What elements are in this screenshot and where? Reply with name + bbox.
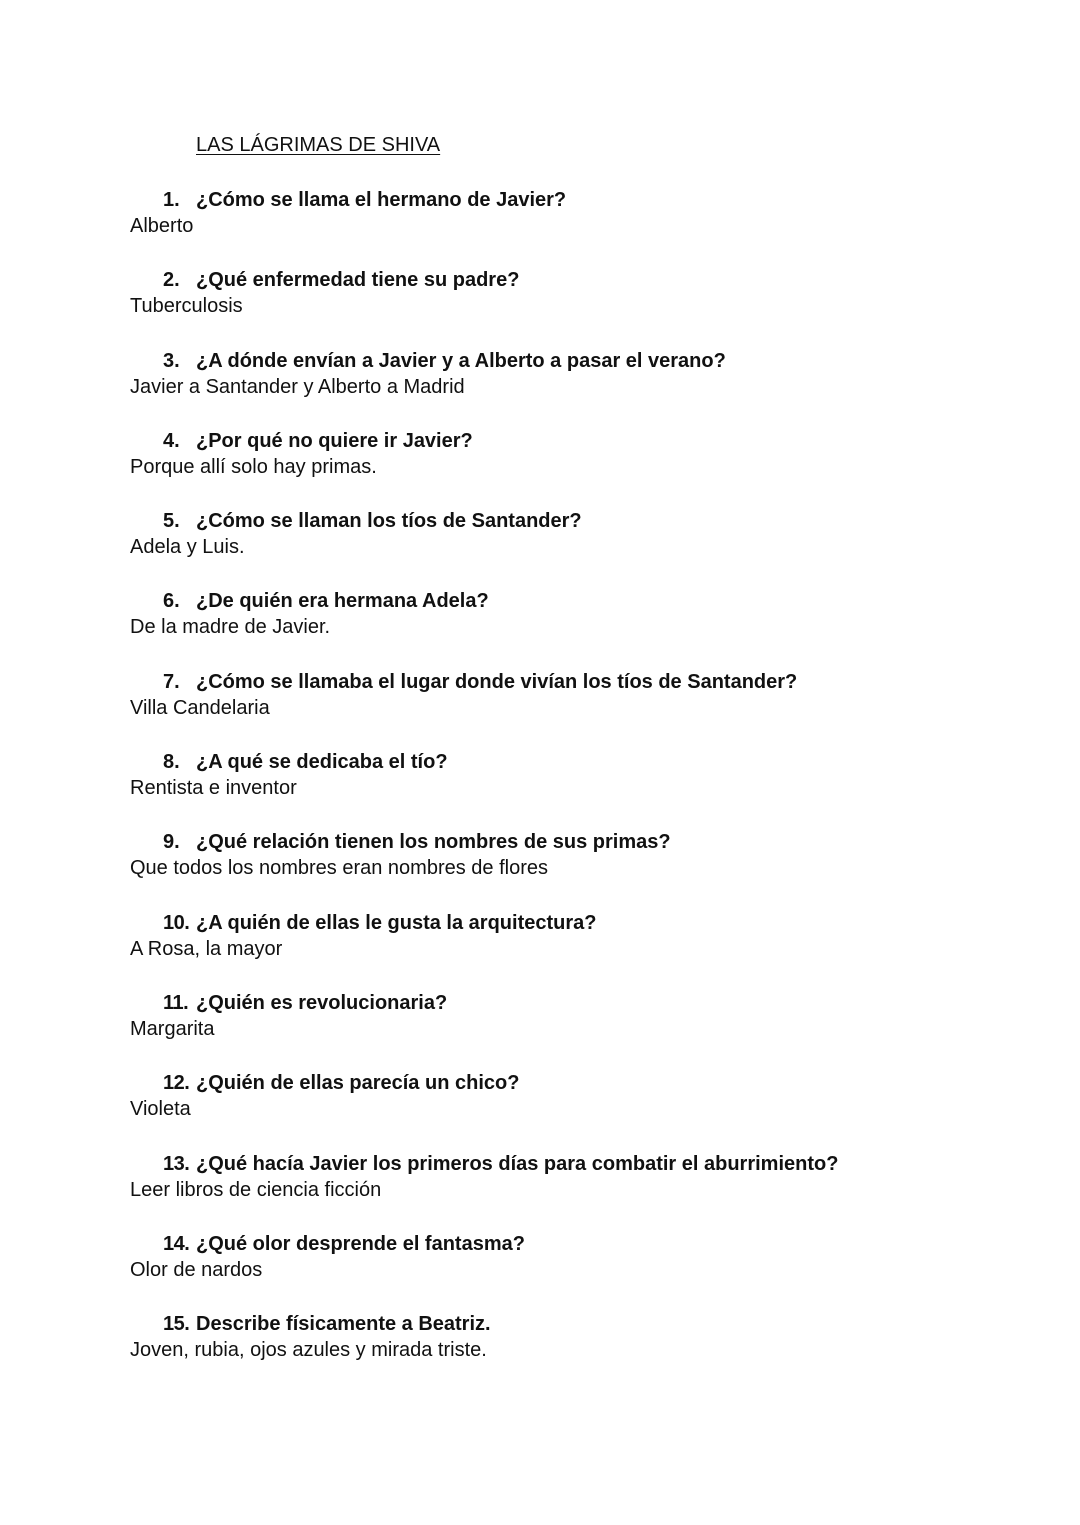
qa-item bbox=[0, 186, 1080, 266]
answer: Adela y Luis. bbox=[130, 536, 245, 559]
qa-item bbox=[0, 909, 1080, 989]
question-number: 13. bbox=[163, 1152, 190, 1175]
qa-item bbox=[0, 427, 1080, 507]
qa-item bbox=[0, 266, 1080, 346]
answer: Violeta bbox=[130, 1098, 191, 1121]
qa-item bbox=[0, 1310, 1080, 1390]
question-number: 7. bbox=[163, 670, 180, 693]
answer: Alberto bbox=[130, 215, 194, 237]
question-number: 14. bbox=[163, 1232, 190, 1255]
question-number: 9. bbox=[163, 831, 180, 854]
question-number: 12. bbox=[163, 1072, 190, 1095]
answer: Que todos los nombres eran nombres de flores bbox=[130, 857, 548, 880]
question-text: ¿Qué enfermedad tiene su padre? bbox=[196, 269, 520, 292]
question-number: 8. bbox=[163, 751, 180, 774]
qa-item bbox=[0, 668, 1080, 748]
answer: De la madre de Javier. bbox=[130, 616, 331, 639]
question bbox=[163, 989, 447, 1017]
question bbox=[163, 347, 726, 375]
question-text: ¿Qué olor desprende el fantasma? bbox=[196, 1232, 525, 1255]
answer: Olor de nardos bbox=[130, 1258, 263, 1281]
question-text: ¿Por qué no quiere ir Javier? bbox=[196, 429, 473, 452]
question-number: 6. bbox=[163, 590, 180, 613]
qa-item bbox=[0, 1230, 1080, 1310]
qa-item bbox=[0, 828, 1080, 908]
qa-item bbox=[0, 507, 1080, 587]
question-text: ¿Qué relación tienen los nombres de sus primas? bbox=[196, 831, 671, 854]
question bbox=[163, 186, 566, 214]
question-text: Describe físicamente a Beatriz. bbox=[196, 1313, 491, 1336]
answer: A Rosa, la mayor bbox=[130, 937, 283, 960]
question-number: 4. bbox=[163, 429, 180, 452]
question-number: 15. bbox=[163, 1313, 190, 1336]
answer: Tuberculosis bbox=[130, 295, 243, 318]
qa-item bbox=[0, 989, 1080, 1069]
question-text: ¿A qué se dedicaba el tío? bbox=[196, 751, 448, 774]
question-number: 1. bbox=[163, 189, 180, 211]
question-text: ¿Cómo se llamaba el lugar donde vivían los tíos de Santander? bbox=[196, 670, 798, 693]
answer: Rentista e inventor bbox=[130, 777, 297, 800]
question bbox=[163, 909, 596, 937]
question bbox=[163, 1310, 491, 1338]
qa-item bbox=[0, 1069, 1080, 1149]
qa-item bbox=[0, 748, 1080, 828]
qa-item bbox=[0, 1150, 1080, 1230]
answer: Joven, rubia, ojos azules y mirada triste. bbox=[130, 1339, 487, 1362]
question bbox=[163, 1150, 838, 1178]
question bbox=[163, 427, 473, 455]
qa-item bbox=[0, 587, 1080, 667]
question bbox=[163, 748, 448, 776]
question-answer-list bbox=[0, 186, 1080, 1390]
question bbox=[163, 266, 519, 294]
answer: Margarita bbox=[130, 1017, 215, 1040]
question bbox=[163, 668, 797, 696]
answer: Leer libros de ciencia ficción bbox=[130, 1178, 382, 1201]
question-number: 11. bbox=[163, 991, 189, 1014]
question bbox=[163, 507, 582, 535]
question-text: ¿Quién de ellas parecía un chico? bbox=[196, 1072, 520, 1095]
answer: Porque allí solo hay primas. bbox=[130, 455, 377, 478]
question-text: ¿Cómo se llama el hermano de Javier? bbox=[196, 189, 567, 211]
question-text: ¿A dónde envían a Javier y a Alberto a pasar el verano? bbox=[196, 349, 726, 372]
question-text: ¿De quién era hermana Adela? bbox=[196, 590, 489, 613]
qa-item bbox=[0, 347, 1080, 427]
question bbox=[163, 828, 671, 856]
answer: Javier a Santander y Alberto a Madrid bbox=[130, 375, 465, 398]
question-text: ¿A quién de ellas le gusta la arquitectura? bbox=[196, 911, 597, 934]
question-text: ¿Qué hacía Javier los primeros días para combatir el aburrimiento? bbox=[196, 1152, 839, 1175]
answer: Villa Candelaria bbox=[130, 696, 270, 719]
question bbox=[163, 587, 489, 615]
question-number: 10. bbox=[163, 911, 190, 934]
document-title: LAS LÁGRIMAS DE SHIVA bbox=[196, 134, 441, 156]
question-text: ¿Cómo se llaman los tíos de Santander? bbox=[196, 510, 582, 533]
question-number: 2. bbox=[163, 269, 180, 292]
question-text: ¿Quién es revolucionaria? bbox=[196, 991, 448, 1014]
question bbox=[163, 1069, 519, 1097]
question bbox=[163, 1230, 525, 1258]
question-number: 5. bbox=[163, 510, 180, 533]
question-number: 3. bbox=[163, 349, 180, 372]
